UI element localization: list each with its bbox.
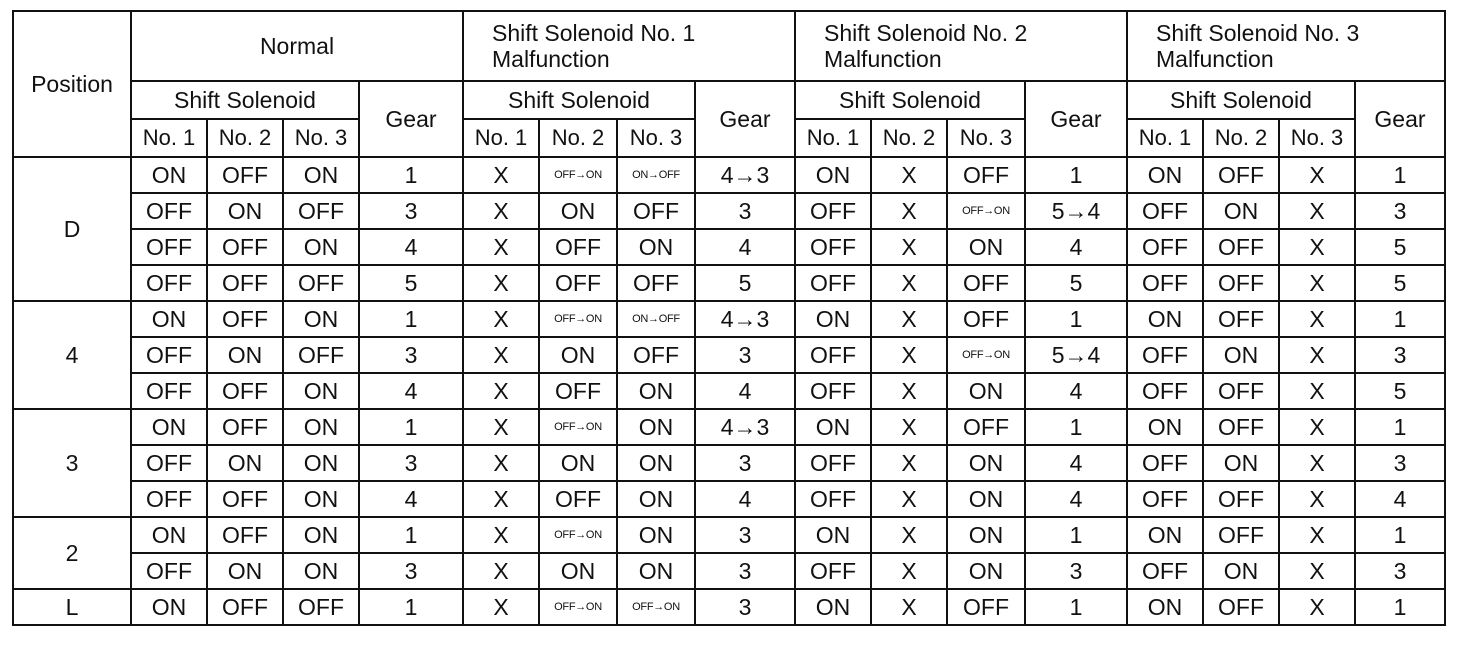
cell-sol3-fail-gear: 1 bbox=[1355, 157, 1445, 193]
cell-sol3-fail-gear: 5 bbox=[1355, 229, 1445, 265]
position-label: 4 bbox=[13, 301, 131, 409]
solenoid-table-container bbox=[12, 10, 1444, 626]
solenoid-no3-header: No. 3 bbox=[283, 119, 359, 157]
cell-sol3-fail-no1: ON bbox=[1127, 409, 1203, 445]
cell-normal-no1: OFF bbox=[131, 229, 207, 265]
cell-normal-no1: ON bbox=[131, 301, 207, 337]
table-row bbox=[13, 517, 1445, 553]
gear-header: Gear bbox=[695, 81, 795, 157]
cell-sol3-fail-no1: OFF bbox=[1127, 553, 1203, 589]
cell-sol3-fail-gear: 5 bbox=[1355, 265, 1445, 301]
cell-normal-gear: 3 bbox=[359, 445, 463, 481]
cell-sol1-fail-no3: ON bbox=[617, 481, 695, 517]
cell-sol1-fail-gear: 3 bbox=[695, 553, 795, 589]
cell-sol1-fail-gear: 3 bbox=[695, 589, 795, 625]
cell-sol3-fail-gear: 4 bbox=[1355, 481, 1445, 517]
cell-sol2-fail-no2: X bbox=[871, 409, 947, 445]
position-label: 2 bbox=[13, 517, 131, 589]
cell-sol2-fail-no1: OFF bbox=[795, 553, 871, 589]
cell-sol2-fail-gear: 5→4 bbox=[1025, 337, 1127, 373]
cell-normal-gear: 4 bbox=[359, 481, 463, 517]
cell-sol3-fail-no1: ON bbox=[1127, 157, 1203, 193]
cell-sol1-fail-no3: ON→OFF bbox=[617, 301, 695, 337]
cell-normal-no1: OFF bbox=[131, 445, 207, 481]
shift-solenoid-header: Shift Solenoid bbox=[131, 81, 359, 119]
cell-sol2-fail-no2: X bbox=[871, 301, 947, 337]
cell-sol1-fail-no2: OFF→ON bbox=[539, 157, 617, 193]
cell-sol3-fail-no3: X bbox=[1279, 265, 1355, 301]
table-row bbox=[13, 481, 1445, 517]
group-solenoid1-malfunction-header: Shift Solenoid No. 1 Malfunction bbox=[463, 11, 795, 81]
cell-normal-gear: 3 bbox=[359, 337, 463, 373]
cell-sol2-fail-no1: OFF bbox=[795, 265, 871, 301]
cell-sol1-fail-no1: X bbox=[463, 337, 539, 373]
cell-sol2-fail-no1: OFF bbox=[795, 229, 871, 265]
cell-sol2-fail-no3: OFF bbox=[947, 265, 1025, 301]
cell-normal-no1: OFF bbox=[131, 337, 207, 373]
cell-sol1-fail-no1: X bbox=[463, 481, 539, 517]
cell-sol2-fail-gear: 4 bbox=[1025, 481, 1127, 517]
cell-sol3-fail-no3: X bbox=[1279, 193, 1355, 229]
cell-sol1-fail-gear: 4→3 bbox=[695, 157, 795, 193]
cell-sol3-fail-gear: 3 bbox=[1355, 445, 1445, 481]
cell-normal-no2: OFF bbox=[207, 373, 283, 409]
cell-sol1-fail-no3: ON bbox=[617, 409, 695, 445]
cell-sol2-fail-gear: 1 bbox=[1025, 157, 1127, 193]
cell-sol3-fail-no1: ON bbox=[1127, 517, 1203, 553]
solenoid-no1-header: No. 1 bbox=[1127, 119, 1203, 157]
table-row bbox=[13, 553, 1445, 589]
cell-sol3-fail-no2: OFF bbox=[1203, 229, 1279, 265]
cell-sol3-fail-gear: 1 bbox=[1355, 589, 1445, 625]
cell-normal-gear: 1 bbox=[359, 157, 463, 193]
cell-sol3-fail-no3: X bbox=[1279, 301, 1355, 337]
cell-normal-no3: ON bbox=[283, 157, 359, 193]
cell-sol2-fail-no2: X bbox=[871, 373, 947, 409]
shift-solenoid-header: Shift Solenoid bbox=[463, 81, 695, 119]
cell-sol3-fail-no2: ON bbox=[1203, 445, 1279, 481]
cell-sol1-fail-gear: 4 bbox=[695, 229, 795, 265]
cell-sol3-fail-gear: 3 bbox=[1355, 553, 1445, 589]
cell-sol1-fail-no1: X bbox=[463, 517, 539, 553]
cell-sol1-fail-gear: 4→3 bbox=[695, 409, 795, 445]
cell-sol1-fail-no3: OFF→ON bbox=[617, 589, 695, 625]
cell-sol1-fail-gear: 3 bbox=[695, 445, 795, 481]
cell-sol1-fail-no3: ON bbox=[617, 445, 695, 481]
cell-normal-no1: ON bbox=[131, 409, 207, 445]
cell-sol2-fail-no1: ON bbox=[795, 409, 871, 445]
shift-solenoid-header: Shift Solenoid bbox=[795, 81, 1025, 119]
solenoid-no2-header: No. 2 bbox=[871, 119, 947, 157]
cell-normal-no3: OFF bbox=[283, 337, 359, 373]
cell-sol2-fail-no3: OFF bbox=[947, 409, 1025, 445]
table-row bbox=[13, 265, 1445, 301]
cell-normal-no1: OFF bbox=[131, 193, 207, 229]
cell-sol2-fail-no3: ON bbox=[947, 373, 1025, 409]
cell-sol1-fail-no1: X bbox=[463, 445, 539, 481]
cell-normal-no3: ON bbox=[283, 517, 359, 553]
cell-sol1-fail-no3: OFF bbox=[617, 337, 695, 373]
cell-sol2-fail-no3: ON bbox=[947, 481, 1025, 517]
cell-normal-no2: ON bbox=[207, 337, 283, 373]
cell-sol1-fail-no1: X bbox=[463, 229, 539, 265]
cell-sol2-fail-no3: OFF bbox=[947, 301, 1025, 337]
cell-sol2-fail-no3: OFF bbox=[947, 589, 1025, 625]
cell-sol2-fail-no2: X bbox=[871, 517, 947, 553]
cell-sol1-fail-no1: X bbox=[463, 157, 539, 193]
cell-normal-no1: OFF bbox=[131, 481, 207, 517]
position-header: Position bbox=[13, 11, 131, 157]
cell-normal-no3: ON bbox=[283, 553, 359, 589]
cell-sol1-fail-no2: ON bbox=[539, 445, 617, 481]
cell-sol3-fail-no3: X bbox=[1279, 481, 1355, 517]
cell-sol1-fail-gear: 4 bbox=[695, 373, 795, 409]
cell-normal-gear: 5 bbox=[359, 265, 463, 301]
cell-sol2-fail-no2: X bbox=[871, 589, 947, 625]
cell-normal-gear: 4 bbox=[359, 373, 463, 409]
cell-sol3-fail-gear: 1 bbox=[1355, 517, 1445, 553]
cell-sol3-fail-gear: 3 bbox=[1355, 337, 1445, 373]
cell-sol3-fail-no3: X bbox=[1279, 229, 1355, 265]
cell-sol1-fail-no2: OFF→ON bbox=[539, 589, 617, 625]
cell-sol1-fail-no3: ON bbox=[617, 373, 695, 409]
table-row bbox=[13, 193, 1445, 229]
cell-normal-no3: ON bbox=[283, 445, 359, 481]
cell-sol2-fail-gear: 1 bbox=[1025, 409, 1127, 445]
group-normal-header: Normal bbox=[131, 11, 463, 81]
cell-sol1-fail-no2: ON bbox=[539, 193, 617, 229]
cell-normal-gear: 1 bbox=[359, 517, 463, 553]
cell-sol3-fail-no1: OFF bbox=[1127, 229, 1203, 265]
cell-sol2-fail-no1: OFF bbox=[795, 373, 871, 409]
cell-sol3-fail-gear: 3 bbox=[1355, 193, 1445, 229]
cell-sol1-fail-gear: 3 bbox=[695, 193, 795, 229]
cell-sol1-fail-no2: OFF bbox=[539, 481, 617, 517]
cell-sol2-fail-gear: 3 bbox=[1025, 553, 1127, 589]
shift-solenoid-table bbox=[12, 10, 1446, 626]
group-solenoid2-malfunction-header: Shift Solenoid No. 2 Malfunction bbox=[795, 11, 1127, 81]
cell-sol3-fail-no2: OFF bbox=[1203, 373, 1279, 409]
cell-sol2-fail-no2: X bbox=[871, 157, 947, 193]
position-label: L bbox=[13, 589, 131, 625]
subheader-row bbox=[13, 81, 1445, 119]
cell-sol2-fail-no1: ON bbox=[795, 157, 871, 193]
cell-normal-gear: 4 bbox=[359, 229, 463, 265]
cell-sol2-fail-gear: 1 bbox=[1025, 589, 1127, 625]
cell-normal-no3: OFF bbox=[283, 193, 359, 229]
cell-sol2-fail-no3: ON bbox=[947, 517, 1025, 553]
cell-normal-no2: OFF bbox=[207, 301, 283, 337]
cell-normal-no3: ON bbox=[283, 481, 359, 517]
solenoid-no2-header: No. 2 bbox=[207, 119, 283, 157]
cell-sol2-fail-no2: X bbox=[871, 481, 947, 517]
group-solenoid3-malfunction-header: Shift Solenoid No. 3 Malfunction bbox=[1127, 11, 1445, 81]
cell-normal-no3: OFF bbox=[283, 265, 359, 301]
solenoid-no2-header: No. 2 bbox=[1203, 119, 1279, 157]
cell-sol3-fail-gear: 1 bbox=[1355, 409, 1445, 445]
cell-sol1-fail-no1: X bbox=[463, 265, 539, 301]
cell-sol3-fail-no2: ON bbox=[1203, 337, 1279, 373]
cell-sol3-fail-gear: 1 bbox=[1355, 301, 1445, 337]
cell-sol3-fail-no2: OFF bbox=[1203, 301, 1279, 337]
cell-sol3-fail-no2: OFF bbox=[1203, 589, 1279, 625]
cell-sol1-fail-gear: 4→3 bbox=[695, 301, 795, 337]
shift-solenoid-header: Shift Solenoid bbox=[1127, 81, 1355, 119]
cell-sol3-fail-no2: OFF bbox=[1203, 409, 1279, 445]
cell-sol1-fail-no1: X bbox=[463, 589, 539, 625]
cell-normal-no2: OFF bbox=[207, 157, 283, 193]
cell-sol3-fail-no1: OFF bbox=[1127, 265, 1203, 301]
cell-sol3-fail-no2: ON bbox=[1203, 193, 1279, 229]
cell-sol2-fail-no1: OFF bbox=[795, 337, 871, 373]
table-row bbox=[13, 409, 1445, 445]
cell-normal-no3: ON bbox=[283, 229, 359, 265]
cell-sol2-fail-no1: OFF bbox=[795, 481, 871, 517]
cell-sol1-fail-no3: ON→OFF bbox=[617, 157, 695, 193]
cell-normal-no2: ON bbox=[207, 553, 283, 589]
cell-sol3-fail-no3: X bbox=[1279, 445, 1355, 481]
cell-sol3-fail-no3: X bbox=[1279, 373, 1355, 409]
cell-sol2-fail-gear: 4 bbox=[1025, 373, 1127, 409]
cell-normal-no2: OFF bbox=[207, 589, 283, 625]
cell-sol3-fail-no1: OFF bbox=[1127, 337, 1203, 373]
cell-sol1-fail-no3: ON bbox=[617, 229, 695, 265]
cell-sol1-fail-no1: X bbox=[463, 373, 539, 409]
position-label: D bbox=[13, 157, 131, 301]
table-row bbox=[13, 157, 1445, 193]
cell-sol3-fail-no3: X bbox=[1279, 409, 1355, 445]
cell-normal-no3: ON bbox=[283, 373, 359, 409]
solenoid-no3-header: No. 3 bbox=[617, 119, 695, 157]
group-header-row bbox=[13, 11, 1445, 81]
cell-sol2-fail-no2: X bbox=[871, 337, 947, 373]
cell-sol3-fail-no3: X bbox=[1279, 553, 1355, 589]
cell-sol3-fail-no1: OFF bbox=[1127, 373, 1203, 409]
cell-sol1-fail-no1: X bbox=[463, 409, 539, 445]
table-row bbox=[13, 229, 1445, 265]
cell-sol3-fail-no2: OFF bbox=[1203, 157, 1279, 193]
cell-sol2-fail-no3: OFF bbox=[947, 157, 1025, 193]
cell-sol1-fail-no3: ON bbox=[617, 553, 695, 589]
gear-header: Gear bbox=[359, 81, 463, 157]
cell-sol1-fail-no3: OFF bbox=[617, 193, 695, 229]
cell-sol2-fail-no2: X bbox=[871, 193, 947, 229]
cell-sol1-fail-no2: OFF→ON bbox=[539, 409, 617, 445]
cell-sol2-fail-no3: ON bbox=[947, 445, 1025, 481]
cell-sol2-fail-no1: ON bbox=[795, 589, 871, 625]
cell-sol3-fail-no3: X bbox=[1279, 157, 1355, 193]
cell-sol2-fail-no2: X bbox=[871, 229, 947, 265]
cell-normal-gear: 1 bbox=[359, 301, 463, 337]
cell-sol2-fail-no3: ON bbox=[947, 553, 1025, 589]
table-row bbox=[13, 337, 1445, 373]
cell-sol3-fail-no1: OFF bbox=[1127, 193, 1203, 229]
position-label: 3 bbox=[13, 409, 131, 517]
cell-sol1-fail-no2: OFF bbox=[539, 229, 617, 265]
cell-sol3-fail-no2: OFF bbox=[1203, 265, 1279, 301]
solenoid-no2-header: No. 2 bbox=[539, 119, 617, 157]
cell-sol3-fail-no1: OFF bbox=[1127, 481, 1203, 517]
cell-normal-no1: OFF bbox=[131, 373, 207, 409]
cell-sol2-fail-no3: OFF→ON bbox=[947, 337, 1025, 373]
cell-sol3-fail-no2: OFF bbox=[1203, 481, 1279, 517]
cell-sol2-fail-no2: X bbox=[871, 265, 947, 301]
cell-sol1-fail-no3: OFF bbox=[617, 265, 695, 301]
solenoid-no3-header: No. 3 bbox=[947, 119, 1025, 157]
cell-sol1-fail-no2: OFF bbox=[539, 265, 617, 301]
gear-header: Gear bbox=[1355, 81, 1445, 157]
cell-sol1-fail-no2: OFF→ON bbox=[539, 517, 617, 553]
cell-sol3-fail-gear: 5 bbox=[1355, 373, 1445, 409]
cell-normal-no3: OFF bbox=[283, 589, 359, 625]
cell-normal-no3: ON bbox=[283, 409, 359, 445]
cell-sol1-fail-no1: X bbox=[463, 193, 539, 229]
cell-sol1-fail-no2: OFF→ON bbox=[539, 301, 617, 337]
cell-normal-no1: ON bbox=[131, 157, 207, 193]
cell-sol2-fail-gear: 4 bbox=[1025, 229, 1127, 265]
solenoid-no1-header: No. 1 bbox=[795, 119, 871, 157]
cell-normal-no2: OFF bbox=[207, 517, 283, 553]
cell-sol2-fail-gear: 4 bbox=[1025, 445, 1127, 481]
cell-sol2-fail-no1: OFF bbox=[795, 445, 871, 481]
cell-sol2-fail-no1: ON bbox=[795, 301, 871, 337]
cell-normal-no3: ON bbox=[283, 301, 359, 337]
gear-header: Gear bbox=[1025, 81, 1127, 157]
cell-sol1-fail-no1: X bbox=[463, 301, 539, 337]
cell-sol1-fail-gear: 3 bbox=[695, 337, 795, 373]
cell-sol2-fail-gear: 5 bbox=[1025, 265, 1127, 301]
cell-normal-no1: ON bbox=[131, 517, 207, 553]
cell-normal-gear: 1 bbox=[359, 409, 463, 445]
table-row bbox=[13, 301, 1445, 337]
cell-sol1-fail-no1: X bbox=[463, 553, 539, 589]
cell-normal-no2: OFF bbox=[207, 229, 283, 265]
cell-sol2-fail-gear: 1 bbox=[1025, 517, 1127, 553]
cell-sol3-fail-no2: ON bbox=[1203, 553, 1279, 589]
table-row bbox=[13, 445, 1445, 481]
solenoid-no3-header: No. 3 bbox=[1279, 119, 1355, 157]
cell-sol1-fail-no3: ON bbox=[617, 517, 695, 553]
cell-sol3-fail-no3: X bbox=[1279, 337, 1355, 373]
cell-sol3-fail-no1: ON bbox=[1127, 301, 1203, 337]
cell-normal-gear: 3 bbox=[359, 553, 463, 589]
cell-normal-no2: ON bbox=[207, 193, 283, 229]
cell-sol2-fail-no2: X bbox=[871, 553, 947, 589]
cell-normal-no2: OFF bbox=[207, 265, 283, 301]
cell-sol3-fail-no1: ON bbox=[1127, 589, 1203, 625]
table-row bbox=[13, 373, 1445, 409]
cell-sol1-fail-gear: 4 bbox=[695, 481, 795, 517]
cell-sol3-fail-no2: OFF bbox=[1203, 517, 1279, 553]
cell-normal-no1: ON bbox=[131, 589, 207, 625]
cell-sol2-fail-no1: OFF bbox=[795, 193, 871, 229]
cell-normal-no2: OFF bbox=[207, 481, 283, 517]
cell-sol1-fail-no2: ON bbox=[539, 337, 617, 373]
cell-sol2-fail-no3: OFF→ON bbox=[947, 193, 1025, 229]
cell-sol2-fail-no1: ON bbox=[795, 517, 871, 553]
solenoid-no1-header: No. 1 bbox=[131, 119, 207, 157]
table-row bbox=[13, 589, 1445, 625]
cell-sol3-fail-no3: X bbox=[1279, 589, 1355, 625]
cell-normal-no1: OFF bbox=[131, 553, 207, 589]
cell-normal-no1: OFF bbox=[131, 265, 207, 301]
cell-sol1-fail-gear: 3 bbox=[695, 517, 795, 553]
table-body bbox=[13, 157, 1445, 625]
cell-sol3-fail-no1: OFF bbox=[1127, 445, 1203, 481]
cell-sol2-fail-no3: ON bbox=[947, 229, 1025, 265]
cell-normal-gear: 1 bbox=[359, 589, 463, 625]
cell-sol2-fail-no2: X bbox=[871, 445, 947, 481]
cell-normal-no2: OFF bbox=[207, 409, 283, 445]
cell-sol3-fail-no3: X bbox=[1279, 517, 1355, 553]
cell-sol1-fail-no2: ON bbox=[539, 553, 617, 589]
solenoid-no1-header: No. 1 bbox=[463, 119, 539, 157]
cell-normal-no2: ON bbox=[207, 445, 283, 481]
cell-sol2-fail-gear: 5→4 bbox=[1025, 193, 1127, 229]
cell-sol1-fail-no2: OFF bbox=[539, 373, 617, 409]
cell-sol1-fail-gear: 5 bbox=[695, 265, 795, 301]
cell-normal-gear: 3 bbox=[359, 193, 463, 229]
cell-sol2-fail-gear: 1 bbox=[1025, 301, 1127, 337]
